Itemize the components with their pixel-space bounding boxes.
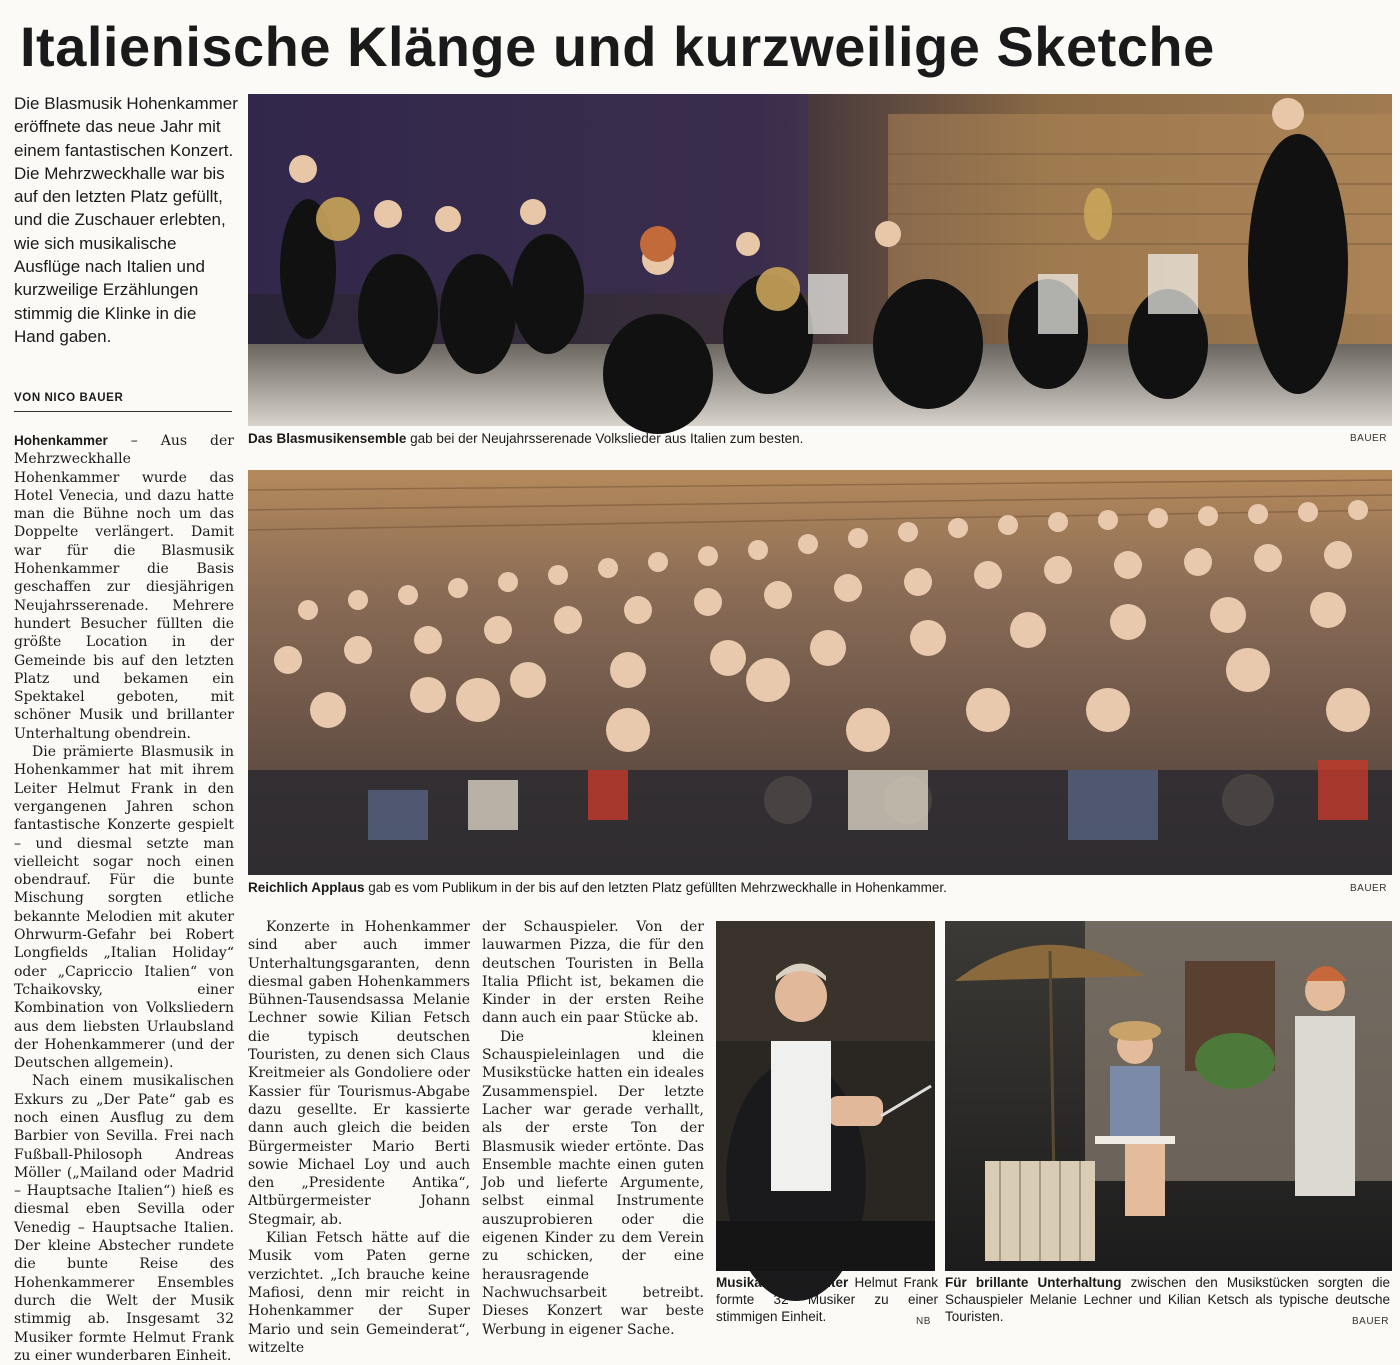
photo-credit: BAUER [1350, 883, 1387, 894]
article-column-1 [14, 432, 234, 1364]
conductor-caption [716, 1274, 938, 1328]
headline: Italienische Klänge und kurzweilige Sketche [20, 15, 1215, 78]
caption-text: gab es vom Publikum in der bis auf den letzten Platz gefüllten Mehrzweckhalle in Hohenkammer. [364, 880, 947, 895]
paragraph-text: – Aus der Mehrzweckhalle Hohenkammer wurde das Hotel Venecia, und dazu hatte man die Bühne noch um das Doppelte verlängert. Damit war für die Blasmusik Hohenkammer die Basis geschaffen zur diesjährigen Neujahrsserenade. Mehrere hundert Besucher füllten die größte Location in der Gemeinde bis auf den letzten Platz und bekamen ein Spektakel geboten, mit schöner Musik und brillanter Unterhaltung obendrein. [14, 433, 234, 742]
audience-photo [248, 470, 1392, 875]
byline-rule [14, 411, 232, 412]
article-column-3 [482, 918, 704, 1338]
photo-credit: BAUER [1350, 433, 1387, 444]
paragraph: Konzerte in Hohenkammer sind aber auch immer Unterhaltungsgaranten, denn diesmal gaben Hohenkammers Bühnen-Tausendsassa Melanie Lechner sowie Kilian Fetsch die typisch deutschen Touristen, zu denen sich Claus Kreitmeier als Gondoliere oder Kassier für Tourismus-Abgabe dazu gesellte. Er kassierte dann auch gleich die beiden Bürgermeister Mario Berti sowie Michael Loy und auch den „Presidente Antika“, Altbürgermeister Johann Stegmair, ab. [248, 919, 470, 1228]
caption-bold: Für brillante Unterhaltung [945, 1275, 1122, 1290]
actors-caption [945, 1274, 1390, 1328]
paragraph: der Schauspieler. Von der lauwarmen Pizza, die für den deutschen Touristen in Bella Italia Pflicht ist, bekamen die Kinder in der ersten Reihe dann auch ein paar Stücke ab. [482, 919, 704, 1027]
byline: VON NICO BAUER [14, 392, 124, 404]
caption-bold: Musikalischer Leiter [716, 1275, 849, 1290]
orchestra-caption [248, 430, 1248, 448]
paragraph [14, 432, 234, 743]
paragraph: Die prämierte Blasmusik in Hohenkammer hat mit ihrem Leiter Helmut Frank in den vergangenen Jahren schon fantastische Konzerte gespielt – und diesmal setzte man vielleicht sogar noch einen obendrauf. Für die bunte Mischung sorgten etliche bekannte Melodien mit akuter Ohrwurm-Gefahr bei Robert Longfields „Italian Holiday“ oder „Capriccio Italien“ von Tchaikovsky, einer Kombination von Volksliedern aus dem liebsten Urlaubsland der Hohenkammerer (und der Deutschen allgemein). [14, 744, 234, 1072]
photo-credit: NB [916, 1316, 931, 1327]
caption-text: Helmut Frank formte 32 Musiker zu einer stimmigen Einheit. [716, 1275, 938, 1324]
actors-photo [945, 921, 1392, 1271]
audience-caption [248, 879, 1248, 897]
caption-text: gab bei der Neujahrsserenade Volkslieder aus Italien zum besten. [406, 431, 804, 446]
orchestra-photo [248, 94, 1392, 426]
caption-bold: Reichlich Applaus [248, 880, 365, 895]
conductor-photo [716, 921, 935, 1271]
paragraph: Nach einem musikalischen Exkurs zu „Der Pate“ gab es noch einen Ausflug zu dem Barbier von Sevilla. Frei nach Fußball-Philosoph Andreas Möller („Mailand oder Madrid – Hauptsache Italien“) hieß es diesmal eben Sevilla oder Venedig – Hauptsache Italien. Der kleine Abstecher rundete die bunte Reise des Hohenkammerer Ensembles durch die Welt der Musik stimmig ab. Insgesamt 32 Musiker formte Helmut Frank zu einer wunderbaren Einheit. [14, 1073, 234, 1364]
caption-text: zwischen den Musikstücken sorgten die Schauspieler Melanie Lechner und Kilian Ketsch als typische deutsche Touristen. [945, 1275, 1390, 1324]
lead-paragraph: Die Blasmusik Hohenkammer eröffnete das neue Jahr mit einem fantastischen Konzert. Die Mehrzweckhalle war bis auf den letzten Platz gefüllt, und die Zuschauer erlebten, wie sich musikalische Ausflüge nach Italien und kurzweilige Erzählungen stimmig die Klinke in die Hand gaben. [14, 94, 238, 346]
paragraph: Die kleinen Schauspieleinlagen und die Musikstücke hatten ein ideales Zusammenspiel. Der letzte Lacher war gerade verhallt, als der erste Ton der Blasmusik wieder ertönte. Das Ensemble machte einen guten Job und lieferte Argumente, selbst einmal Instrumente auszuprobieren oder die eigenen Kinder zu dem Verein zu schicken, der eine herausragende Nachwuchsarbeit betreibt. Dieses Konzert war beste Werbung in eigener Sache. [482, 1028, 704, 1338]
paragraph: Kilian Fetsch hätte auf die Musik vom Paten gerne verzichtet. „Ich brauche keine Mafiosi, denn mir reicht in Hohenkammer der Super Mario und sein Gemeinderat“, witzelte [248, 1230, 470, 1356]
article-column-2 [248, 918, 470, 1356]
caption-bold: Das Blasmusikensemble [248, 431, 407, 446]
dateline: Hohenkammer [14, 433, 108, 448]
photo-credit: BAUER [1352, 1316, 1389, 1327]
